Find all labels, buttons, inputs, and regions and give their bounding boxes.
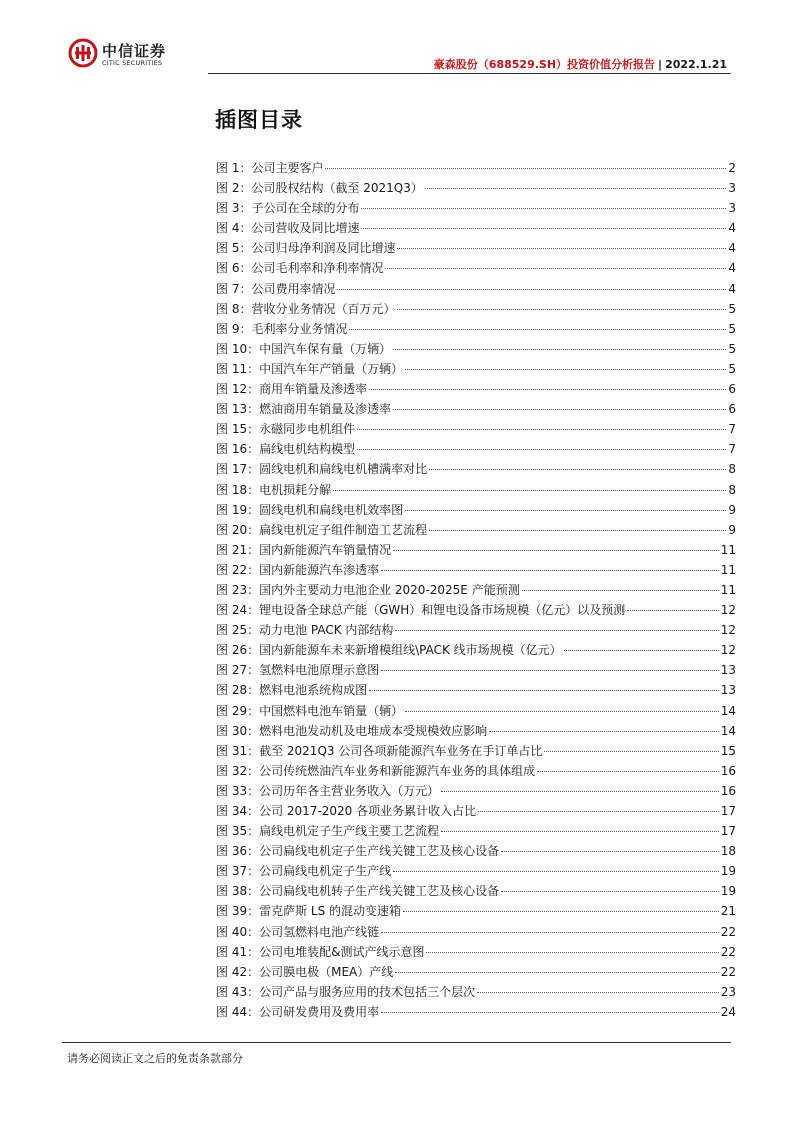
toc-dot-leader bbox=[381, 570, 719, 571]
toc-entry-page-number: 18 bbox=[720, 844, 736, 859]
toc-dot-leader bbox=[501, 891, 719, 892]
toc-entry-label: 图 43：公司产品与服务应用的技术包括三个层次 bbox=[216, 984, 476, 999]
toc-entry[interactable] bbox=[216, 158, 736, 178]
toc-entry-label: 图 38：公司扁线电机转子生产线关键工艺及核心设备 bbox=[216, 884, 500, 899]
report-header bbox=[434, 56, 727, 72]
toc-entry-page-number: 4 bbox=[728, 241, 736, 256]
toc-entry-page-number: 13 bbox=[720, 663, 736, 678]
toc-dot-leader bbox=[393, 409, 726, 410]
toc-entry-label: 图 21：国内新能源汽车销量情况 bbox=[216, 542, 392, 557]
toc-entry-label: 图 2：公司股权结构（截至 2021Q3） bbox=[216, 181, 423, 196]
toc-entry-label: 图 22：国内新能源汽车渗透率 bbox=[216, 562, 380, 577]
toc-entry[interactable] bbox=[216, 781, 736, 801]
toc-entry-label: 图 29：中国燃料电池车销量（辆） bbox=[216, 703, 404, 718]
toc-entry-page-number: 19 bbox=[720, 864, 736, 879]
header-separator: | bbox=[658, 58, 663, 71]
toc-entry-label: 图 1：公司主要客户 bbox=[216, 161, 324, 175]
toc-entry-label: 图 33：公司历年各主营业务收入（万元） bbox=[216, 783, 440, 798]
toc-entry-label: 图 19：圆线电机和扁线电机效率图 bbox=[216, 502, 404, 517]
toc-entry-page-number: 22 bbox=[720, 944, 736, 959]
toc-entry[interactable] bbox=[216, 419, 736, 439]
toc-dot-leader bbox=[381, 670, 719, 671]
toc-entry-label: 图 17：圆线电机和扁线电机槽满率对比 bbox=[216, 462, 428, 477]
toc-entry[interactable] bbox=[216, 439, 736, 459]
toc-entry-page-number: 7 bbox=[728, 422, 736, 437]
footer-divider bbox=[62, 1042, 731, 1043]
toc-entry-page-number: 21 bbox=[720, 904, 736, 919]
toc-entry-page-number: 15 bbox=[720, 743, 736, 758]
toc-dot-leader bbox=[477, 992, 719, 993]
toc-entry[interactable] bbox=[216, 339, 736, 359]
toc-entry[interactable] bbox=[216, 459, 736, 479]
toc-entry-page-number: 24 bbox=[720, 1004, 736, 1019]
toc-entry[interactable] bbox=[216, 841, 736, 861]
toc-entry-label: 图 5：公司归母净利润及同比增速 bbox=[216, 241, 396, 256]
toc-dot-leader bbox=[395, 972, 718, 973]
toc-entry-label: 图 44：公司研发费用及费用率 bbox=[216, 1004, 380, 1019]
toc-entry[interactable] bbox=[216, 680, 736, 700]
toc-dot-leader bbox=[405, 369, 726, 370]
toc-entry-label: 图 36：公司扁线电机定子生产线关键工艺及核心设备 bbox=[216, 844, 500, 859]
toc-entry-page-number: 12 bbox=[720, 643, 736, 658]
toc-entry-label: 图 7：公司费用率情况 bbox=[216, 281, 336, 296]
toc-dot-leader bbox=[385, 268, 726, 269]
toc-dot-leader bbox=[325, 168, 726, 169]
toc-dot-leader bbox=[522, 590, 719, 591]
toc-entry[interactable] bbox=[216, 600, 736, 620]
toc-entry-page-number: 22 bbox=[720, 924, 736, 939]
toc-entry-label: 图 39：雷克萨斯 LS 的混动变速箱 bbox=[216, 904, 402, 919]
toc-dot-leader bbox=[393, 871, 719, 872]
toc-entry[interactable] bbox=[216, 942, 736, 962]
toc-entry-label: 图 9：毛利率分业务情况 bbox=[216, 321, 348, 336]
toc-entry[interactable] bbox=[216, 540, 736, 560]
toc-entry[interactable] bbox=[216, 620, 736, 640]
logo-english-name: CITIC SECURITIES bbox=[102, 59, 163, 67]
report-company-title: 豪森股份（688529.SH）投资价值分析报告 bbox=[433, 58, 656, 71]
toc-dot-leader bbox=[405, 711, 719, 712]
toc-entry-page-number: 4 bbox=[728, 261, 736, 276]
toc-dot-leader bbox=[537, 771, 719, 772]
toc-entry-label: 图 10：中国汽车保有量（万辆） bbox=[216, 341, 392, 356]
toc-entry-label: 图 35：扁线电机定子生产线主要工艺流程 bbox=[216, 824, 440, 839]
toc-entry[interactable] bbox=[216, 741, 736, 761]
toc-entry-label: 图 13：燃油商用车销量及渗透率 bbox=[216, 402, 392, 417]
toc-entry[interactable] bbox=[216, 801, 736, 821]
toc-entry-page-number: 13 bbox=[720, 683, 736, 698]
toc-entry-label: 图 12：商用车销量及渗透率 bbox=[216, 382, 368, 397]
toc-entry-label: 图 40：公司氢燃料电池产线链 bbox=[216, 924, 380, 939]
toc-dot-leader bbox=[478, 811, 719, 812]
toc-dot-leader bbox=[544, 751, 718, 752]
toc-entry[interactable] bbox=[216, 922, 736, 942]
toc-entry[interactable] bbox=[216, 399, 736, 419]
toc-dot-leader bbox=[393, 550, 719, 551]
toc-dot-leader bbox=[357, 449, 726, 450]
toc-dot-leader bbox=[381, 1012, 719, 1013]
toc-entry-page-number: 12 bbox=[720, 603, 736, 618]
toc-entry-page-number: 9 bbox=[728, 502, 736, 517]
toc-dot-leader bbox=[429, 530, 726, 531]
toc-dot-leader bbox=[381, 932, 719, 933]
toc-entry-page-number: 4 bbox=[728, 221, 736, 236]
toc-entry[interactable] bbox=[216, 1002, 736, 1022]
toc-entry-page-number: 2 bbox=[728, 161, 736, 175]
toc-dot-leader bbox=[489, 731, 719, 732]
toc-dot-leader bbox=[425, 188, 726, 189]
toc-entry-page-number: 6 bbox=[728, 402, 736, 417]
toc-entry[interactable] bbox=[216, 480, 736, 500]
toc-entry[interactable] bbox=[216, 238, 736, 258]
toc-entry-label: 图 3：子公司在全球的分布 bbox=[216, 201, 360, 216]
toc-dot-leader bbox=[403, 911, 719, 912]
toc-dot-leader bbox=[369, 389, 726, 390]
toc-entry-label: 图 27：氢燃料电池原理示意图 bbox=[216, 663, 380, 678]
toc-entry-label: 图 41：公司电堆装配&测试产线示意图 bbox=[216, 944, 425, 959]
toc-entry[interactable] bbox=[216, 279, 736, 299]
toc-dot-leader bbox=[627, 610, 718, 611]
footer-disclaimer: 请务必阅读正文之后的免责条款部分 bbox=[67, 1052, 243, 1065]
toc-entry[interactable] bbox=[216, 761, 736, 781]
toc-dot-leader bbox=[361, 228, 726, 229]
toc-entry-page-number: 3 bbox=[728, 201, 736, 216]
toc-dot-leader bbox=[349, 329, 726, 330]
toc-dot-leader bbox=[501, 851, 719, 852]
toc-entry[interactable] bbox=[216, 218, 736, 238]
toc-entry-page-number: 6 bbox=[728, 382, 736, 397]
toc-entry[interactable] bbox=[216, 982, 736, 1002]
citic-logo bbox=[68, 38, 188, 74]
citic-logo-icon bbox=[68, 38, 98, 68]
logo-chinese-name: 中信证券 bbox=[102, 42, 167, 60]
toc-dot-leader bbox=[429, 469, 726, 470]
toc-entry[interactable] bbox=[216, 721, 736, 741]
toc-entry-label: 图 26：国内新能源车未来新增模组线\PACK 线市场规模（亿元） bbox=[216, 643, 562, 658]
toc-entry[interactable] bbox=[216, 258, 736, 278]
toc-entry[interactable] bbox=[216, 560, 736, 580]
toc-entry-page-number: 9 bbox=[728, 522, 736, 537]
toc-entry-label: 图 15：永磁同步电机组件 bbox=[216, 422, 356, 437]
toc-entry[interactable] bbox=[216, 379, 736, 399]
toc-entry-page-number: 12 bbox=[720, 623, 736, 638]
toc-entry-page-number: 5 bbox=[728, 361, 736, 376]
toc-dot-leader bbox=[395, 630, 718, 631]
toc-entry[interactable] bbox=[216, 881, 736, 901]
toc-dot-leader bbox=[393, 349, 726, 350]
toc-entry-label: 图 25：动力电池 PACK 内部结构 bbox=[216, 623, 394, 638]
toc-entry[interactable] bbox=[216, 640, 736, 660]
toc-entry[interactable] bbox=[216, 500, 736, 520]
toc-entry-page-number: 11 bbox=[720, 582, 736, 597]
toc-dot-leader bbox=[397, 248, 726, 249]
toc-entry[interactable] bbox=[216, 299, 736, 319]
toc-entry[interactable] bbox=[216, 319, 736, 339]
toc-dot-leader bbox=[441, 791, 719, 792]
toc-entry-label: 图 6：公司毛利率和净利率情况 bbox=[216, 261, 384, 276]
toc-dot-leader bbox=[397, 309, 726, 310]
toc-entry-page-number: 5 bbox=[728, 341, 736, 356]
toc-dot-leader bbox=[405, 510, 726, 511]
toc-entry-page-number: 8 bbox=[728, 462, 736, 477]
toc-entry[interactable] bbox=[216, 359, 736, 379]
toc-entry-page-number: 3 bbox=[728, 181, 736, 196]
toc-entry-label: 图 11：中国汽车年产销量（万辆） bbox=[216, 361, 404, 376]
toc-entry-page-number: 14 bbox=[720, 703, 736, 718]
toc-entry-page-number: 4 bbox=[728, 281, 736, 296]
toc-entry[interactable] bbox=[216, 861, 736, 881]
toc-entry-label: 图 37：公司扁线电机定子生产线 bbox=[216, 864, 392, 879]
toc-entry-label: 图 31：截至 2021Q3 公司各项新能源汽车业务在手订单占比 bbox=[216, 743, 543, 758]
toc-entry-label: 图 32：公司传统燃油汽车业务和新能源汽车业务的具体组成 bbox=[216, 763, 536, 778]
toc-entry-label: 图 18：电机损耗分解 bbox=[216, 482, 332, 497]
toc-entry-page-number: 7 bbox=[728, 442, 736, 457]
toc-entry[interactable] bbox=[216, 901, 736, 921]
toc-entry-page-number: 23 bbox=[720, 984, 736, 999]
toc-entry-label: 图 8：营收分业务情况（百万元） bbox=[216, 301, 396, 316]
toc-entry-page-number: 22 bbox=[720, 964, 736, 979]
toc-dot-leader bbox=[369, 690, 719, 691]
page-title: 插图目录 bbox=[215, 108, 303, 132]
toc-entry-label: 图 23：国内外主要动力电池企业 2020-2025E 产能预测 bbox=[216, 582, 520, 597]
toc-entry-page-number: 5 bbox=[728, 321, 736, 336]
toc-entry-label: 图 28：燃料电池系统构成图 bbox=[216, 683, 368, 698]
report-date: 2022.1.21 bbox=[665, 58, 727, 71]
toc-dot-leader bbox=[357, 429, 726, 430]
toc-entry[interactable] bbox=[216, 198, 736, 218]
toc-entry[interactable] bbox=[216, 962, 736, 982]
toc-entry-page-number: 16 bbox=[720, 763, 736, 778]
toc-entry[interactable] bbox=[216, 520, 736, 540]
toc-entry[interactable] bbox=[216, 821, 736, 841]
toc-dot-leader bbox=[361, 208, 726, 209]
toc-entry-page-number: 19 bbox=[720, 884, 736, 899]
toc-entry-page-number: 5 bbox=[728, 301, 736, 316]
toc-entry-label: 图 16：扁线电机结构模型 bbox=[216, 442, 356, 457]
toc-entry-page-number: 8 bbox=[728, 482, 736, 497]
toc-dot-leader bbox=[426, 952, 718, 953]
toc-dot-leader bbox=[441, 831, 719, 832]
toc-dot-leader bbox=[337, 289, 726, 290]
toc-entry-page-number: 11 bbox=[720, 542, 736, 557]
toc-entry-label: 图 24：锂电设备全球总产能（GWH）和锂电设备市场规模（亿元）以及预测 bbox=[216, 603, 626, 618]
toc-entry-page-number: 14 bbox=[720, 723, 736, 738]
toc-entry[interactable] bbox=[216, 701, 736, 721]
header-divider bbox=[208, 73, 731, 74]
figure-table-of-contents bbox=[216, 158, 736, 1022]
toc-dot-leader bbox=[333, 490, 726, 491]
toc-entry-label: 图 30：燃料电池发动机及电堆成本受规模效应影响 bbox=[216, 723, 488, 738]
toc-dot-leader bbox=[564, 650, 719, 651]
toc-entry-label: 图 34：公司 2017-2020 各项业务累计收入占比 bbox=[216, 804, 477, 818]
toc-entry-page-number: 11 bbox=[720, 562, 736, 577]
toc-entry-page-number: 16 bbox=[720, 783, 736, 798]
toc-entry-label: 图 42：公司膜电极（MEA）产线 bbox=[216, 964, 394, 979]
toc-entry-label: 图 20：扁线电机定子组件制造工艺流程 bbox=[216, 522, 428, 537]
toc-entry-label: 图 4：公司营收及同比增速 bbox=[216, 221, 360, 236]
toc-entry-page-number: 17 bbox=[720, 804, 736, 818]
toc-entry-page-number: 17 bbox=[720, 824, 736, 839]
toc-entry[interactable] bbox=[216, 660, 736, 680]
toc-entry[interactable] bbox=[216, 178, 736, 198]
toc-entry[interactable] bbox=[216, 580, 736, 600]
